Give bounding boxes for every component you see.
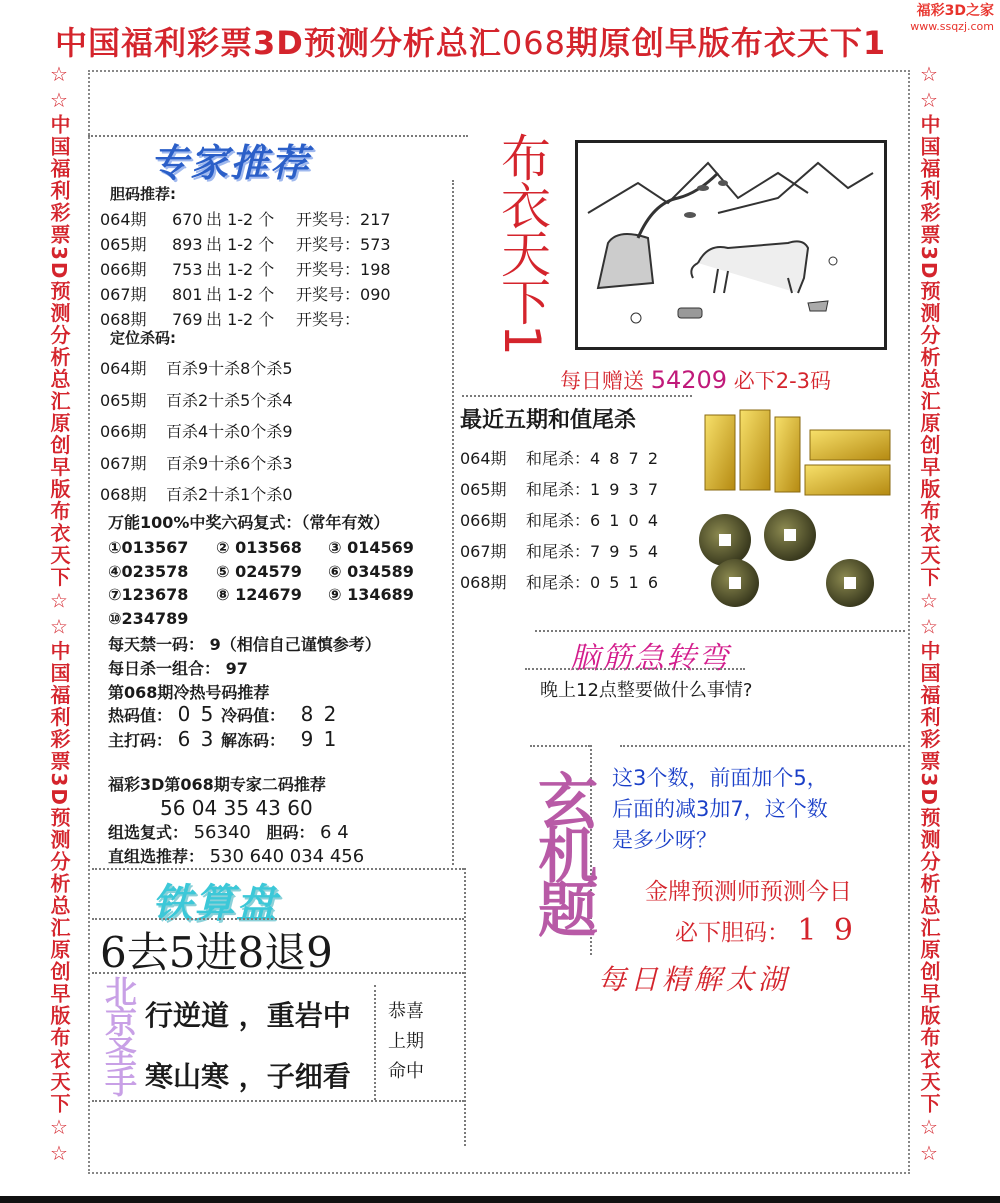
- tiesuan-banner: 铁算盘: [152, 881, 278, 927]
- dan-title: 胆码推荐:: [110, 185, 176, 203]
- tail-row: [460, 570, 660, 593]
- tail-period: 068期: [460, 573, 507, 592]
- dan-code: 893: [172, 235, 203, 254]
- dan-draw-label: 开奖号：: [296, 310, 361, 329]
- tail-label: 和尾杀：: [526, 449, 591, 468]
- six-code: ⑦123678: [108, 585, 189, 604]
- congrats-line: 命中: [388, 1061, 424, 1082]
- kill-period: 066期: [100, 422, 147, 441]
- tail-row: [460, 446, 660, 469]
- dan-mid: 出 1-2 个: [206, 210, 275, 229]
- congrats-line: 恭喜: [388, 1001, 424, 1022]
- dan-code: 753: [172, 260, 203, 279]
- kill-period: 064期: [100, 359, 147, 378]
- riddle-question: 晚上12点整要做什么事情?: [540, 680, 753, 701]
- gold-predictor: 金牌预测师预测今日: [645, 879, 852, 905]
- page-title: [55, 18, 935, 64]
- six-code: ⑥ 034589: [328, 561, 414, 581]
- six-row: [108, 538, 418, 557]
- hot-value: 0 5: [177, 702, 216, 726]
- divider: [525, 668, 745, 670]
- dan-label: 胆码：: [266, 823, 315, 842]
- xuanji-line: 这3个数，前面加个5，: [612, 766, 828, 790]
- tail-label: 和尾杀：: [526, 542, 591, 561]
- direct-row: [108, 844, 364, 867]
- six-row: [108, 585, 418, 604]
- kill-row: [100, 451, 293, 474]
- tail-title: 最近五期和值尾杀: [460, 408, 637, 433]
- kill-row: [100, 356, 293, 379]
- two-codes: 56 04 35 43 60: [160, 796, 313, 820]
- dan-row: [100, 307, 360, 330]
- title-pre: 中国福利彩票3D预测分析总汇: [55, 24, 502, 62]
- kill-text: 百杀4十杀0个杀9: [166, 422, 293, 441]
- six-code: ⑤ 024579: [216, 561, 302, 581]
- divider: [530, 745, 590, 747]
- congrats: [388, 997, 424, 1087]
- left-side-banner: ☆☆中国福利彩票3D预测分析总汇原创早版布衣天下☆☆中国福利彩票3D预测分析总汇原创早版布衣天下☆☆: [47, 62, 71, 1168]
- daily-gift: [560, 365, 831, 395]
- tail-label: 和尾杀：: [526, 511, 591, 530]
- title-post: 期原创早版布衣天下1: [565, 24, 887, 62]
- six-code: ② 013568: [216, 538, 302, 557]
- divider: [464, 868, 466, 1146]
- six-code: ①013567: [108, 538, 189, 557]
- right-side-banner: ☆☆中国福利彩票3D预测分析总汇原创早版布衣天下☆☆中国福利彩票3D预测分析总汇原创早版布衣天下☆☆: [917, 62, 941, 1168]
- direct-label: 直组选推荐：: [108, 847, 205, 866]
- six-code: ⑧ 124679: [216, 585, 302, 604]
- tail-period: 066期: [460, 511, 507, 530]
- main-label: 主打码：: [108, 731, 173, 750]
- six-code: ⑨ 134689: [328, 585, 414, 604]
- dan-value: 6 4: [320, 822, 349, 843]
- hot-cold-row: [108, 702, 338, 726]
- dan-row: [100, 207, 391, 230]
- divider: [462, 395, 692, 397]
- tail-value: 4 8 7 2: [590, 449, 660, 468]
- dan-draw-label: 开奖号：: [296, 235, 361, 254]
- divider: [92, 1100, 464, 1102]
- divider: [374, 985, 376, 1100]
- six-row: [108, 562, 418, 581]
- kill-title: 定位杀码:: [110, 329, 176, 347]
- expert-banner: 专家推荐: [150, 141, 311, 185]
- dan-row: [100, 257, 391, 280]
- dan-draw-label: 开奖号：: [296, 260, 361, 279]
- main-thaw-row: [108, 727, 338, 751]
- logo-url: www.ssqzj.com: [910, 20, 994, 33]
- tail-label: 和尾杀：: [526, 480, 591, 499]
- dan-row: [100, 232, 391, 255]
- illustration-image: [575, 140, 887, 350]
- two-title: 福彩3D第068期专家二码推荐: [108, 775, 326, 794]
- dan-mid: 出 1-2 个: [206, 310, 275, 329]
- center-vertical-title: 布衣天下1: [493, 132, 551, 354]
- dan-draw-label: 开奖号：: [296, 285, 361, 304]
- dan-period: 068期: [100, 310, 147, 329]
- tail-period: 067期: [460, 542, 507, 561]
- gold-coins-image: [695, 405, 900, 610]
- divider: [92, 868, 464, 870]
- dan-draw: 090: [360, 285, 391, 304]
- hot-label: 热码值：: [108, 706, 173, 725]
- kill-period: 065期: [100, 390, 147, 410]
- group-row: [108, 820, 349, 843]
- dan-code: 769: [172, 310, 203, 329]
- poem-line-1: 行逆道 ，重岩中: [145, 999, 351, 1032]
- dan-draw-label: 开奖号：: [296, 210, 361, 229]
- bottom-bar: [0, 1196, 1000, 1203]
- direct-value: 530 640 034 456: [209, 846, 365, 867]
- cold-label: 冷码值：: [220, 706, 285, 725]
- tail-row: [460, 508, 660, 531]
- gift-label: 每日赠送: [560, 369, 644, 393]
- tail-label: 和尾杀：: [526, 573, 591, 592]
- divider: [92, 972, 464, 974]
- six-code: ⑩234789: [108, 608, 189, 628]
- kill-text: 百杀9十杀8个杀5: [166, 359, 293, 378]
- kill-text: 百杀9十杀6个杀3: [166, 453, 293, 473]
- congrats-line: 上期: [388, 1031, 424, 1052]
- thaw-label: 解冻码：: [220, 731, 285, 750]
- must-row: [675, 913, 857, 948]
- kill-text: 百杀2十杀5个杀4: [166, 390, 293, 410]
- kill-row: [100, 388, 293, 411]
- xuanji-banner: 玄机题: [528, 770, 598, 932]
- kill-text: 百杀2十杀1个杀0: [166, 485, 293, 504]
- landscape-illustration: [578, 143, 878, 341]
- xuanji-line: 是多少呀？: [612, 828, 717, 852]
- kill-row: [100, 419, 293, 442]
- site-logo[interactable]: [910, 4, 994, 34]
- tail-value: 1 9 3 7: [590, 480, 660, 499]
- dan-code: 670: [172, 210, 203, 229]
- dan-period: 064期: [100, 210, 147, 229]
- ban-code: 每天禁一码： 9（相信自己谨慎参考）: [108, 635, 381, 654]
- tail-value: 6 1 0 4: [590, 511, 660, 530]
- cold-value: 8 2: [300, 702, 339, 726]
- gold-and-coins: [695, 405, 900, 610]
- six-row: [108, 609, 418, 628]
- dan-mid: 出 1-2 个: [206, 235, 275, 254]
- thaw-value: 9 1: [300, 727, 339, 751]
- kill-combo: 每日杀一组合： 97: [108, 659, 248, 678]
- dan-draw: 217: [360, 210, 391, 229]
- poem-line-2: 寒山寒 ，子细看: [145, 1060, 351, 1093]
- dan-draw: 198: [360, 260, 391, 279]
- dan-mid: 出 1-2 个: [206, 260, 275, 279]
- must-label: 必下胆码：: [675, 920, 790, 946]
- kill-row: [100, 482, 293, 505]
- xuanji-question: [612, 763, 828, 856]
- dan-period: 067期: [100, 285, 147, 304]
- group-label: 组选复式：: [108, 823, 189, 842]
- tail-period: 065期: [460, 480, 507, 499]
- six-code: ④023578: [108, 561, 189, 581]
- divider: [535, 630, 905, 632]
- six-code: ③ 014569: [328, 538, 414, 557]
- gift-suffix: 必下2-3码: [733, 369, 832, 393]
- kill-period: 068期: [100, 485, 147, 504]
- xuanji-line: 后面的减3加7，这个数: [612, 797, 828, 821]
- tail-value: 7 9 5 4: [590, 542, 660, 561]
- must-value: 1 9: [797, 913, 858, 948]
- dan-period: 065期: [100, 235, 147, 254]
- tiesuan-text: 6去5进8退9: [100, 928, 333, 977]
- dan-row: [100, 282, 391, 305]
- dan-mid: 出 1-2 个: [206, 285, 275, 304]
- group-value: 56340: [193, 822, 251, 843]
- dan-draw: 573: [360, 235, 391, 254]
- tail-value: 0 5 1 6: [590, 573, 660, 592]
- taihu-banner: 每日精解太湖: [598, 963, 791, 996]
- dan-period: 066期: [100, 260, 147, 279]
- tail-row: [460, 477, 660, 500]
- tail-row: [460, 539, 660, 562]
- riddle-banner: 脑筋急转弯: [570, 641, 730, 676]
- kill-period: 067期: [100, 453, 147, 473]
- main-value: 6 3: [177, 727, 216, 751]
- title-issue: 068: [501, 24, 566, 62]
- six-title: 万能100%中奖六码复式：（常年有效）: [108, 513, 390, 532]
- logo-name: 福彩3D之家: [916, 3, 994, 19]
- dan-code: 801: [172, 285, 203, 304]
- beijing-banner: 北京圣手: [100, 975, 138, 1095]
- hotcold-title: 第068期冷热号码推荐: [108, 683, 270, 702]
- gift-number: 54209: [650, 366, 728, 394]
- divider: [620, 745, 905, 747]
- tail-period: 064期: [460, 449, 507, 468]
